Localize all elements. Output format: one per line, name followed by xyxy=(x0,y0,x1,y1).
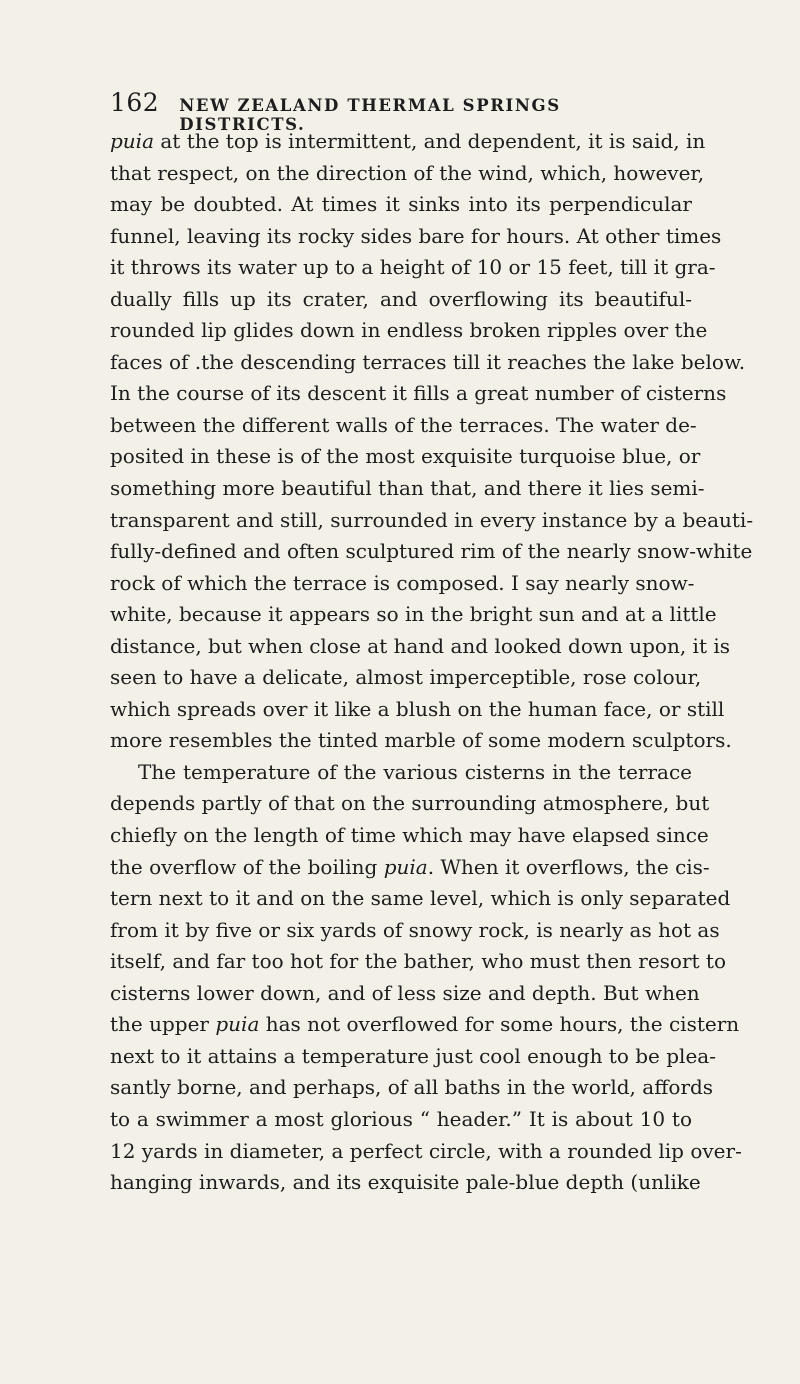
line-text: posited in these is of the most exquisite turquoise blue, or xyxy=(110,444,701,469)
text-line xyxy=(110,568,695,600)
line-text: more resembles the tinted marble of some modern sculptors. xyxy=(110,728,732,753)
line-text: between the different walls of the terraces. The water de- xyxy=(110,412,697,437)
text-line xyxy=(110,347,746,379)
text-line xyxy=(110,1009,740,1041)
text-line xyxy=(110,126,706,158)
text-line xyxy=(110,852,710,884)
text-line xyxy=(110,978,700,1010)
italic-word: puia xyxy=(383,854,428,879)
text-line xyxy=(110,158,705,190)
line-text: hanging inwards, and its exquisite pale-blue depth (unlike xyxy=(110,1170,701,1195)
line-text: rock of which the terrace is composed. I say nearly snow- xyxy=(110,570,695,595)
text-line xyxy=(110,252,716,284)
line-text: next to it attains a temperature just cool enough to be plea- xyxy=(110,1043,716,1068)
line-text: The temperature of the various cisterns in the terrace xyxy=(138,759,692,784)
line-text: funnel, leaving its rocky sides bare for hours. At other times xyxy=(110,223,722,248)
text-line xyxy=(110,473,705,505)
text-line xyxy=(110,189,692,221)
text-line xyxy=(110,1041,716,1073)
text-line xyxy=(110,441,701,473)
line-text: tern next to it and on the same level, which is only separated xyxy=(110,886,731,911)
text-line xyxy=(110,315,708,347)
line-text: faces of .the descending terraces till it reaches the lake below. xyxy=(110,349,746,374)
line-text: transparent and still, surrounded in every instance by a beauti- xyxy=(110,507,754,532)
text-line xyxy=(110,757,692,789)
line-text: In the course of its descent it fills a great number of cisterns xyxy=(110,381,727,406)
line-text: to a swimmer a most glorious “ header.” It is about 10 to xyxy=(110,1106,692,1131)
line-text: chiefly on the length of time which may have elapsed since xyxy=(110,823,709,848)
text-line xyxy=(110,536,753,568)
line-text: rounded lip glides down in endless broken ripples over the xyxy=(110,318,708,343)
line-text: at the top is intermittent, and dependent, it is said, in xyxy=(154,129,706,153)
line-text: itself, and far too hot for the bather, who must then resort to xyxy=(110,949,726,974)
line-text: . When it overflows, the cis- xyxy=(427,854,710,879)
text-line xyxy=(110,662,702,694)
line-text: the upper xyxy=(110,1012,216,1037)
line-text: the overflow of the boiling xyxy=(110,854,384,879)
text-line xyxy=(110,410,697,442)
text-line xyxy=(110,505,754,537)
line-text: it throws its water up to a height of 10 or 15 feet, till it gra- xyxy=(110,255,716,280)
running-title: NEW ZEALAND THERMAL SPRINGS DISTRICTS. xyxy=(179,96,561,134)
line-text: from it by five or six yards of snowy rock, is nearly as hot as xyxy=(110,917,720,942)
italic-word: puia xyxy=(215,1012,260,1037)
line-text: white, because it appears so in the bright sun and at a little xyxy=(110,602,717,627)
text-line xyxy=(110,221,722,253)
text-line xyxy=(110,284,692,316)
text-line xyxy=(110,946,726,978)
line-text: cisterns lower down, and of less size and depth. But when xyxy=(110,980,700,1005)
line-text: distance, but when close at hand and looked down upon, it is xyxy=(110,633,730,658)
italic-word: puia xyxy=(110,129,155,153)
line-text: which spreads over it like a blush on the human face, or still xyxy=(110,696,725,721)
line-text: has not overflowed for some hours, the cistern xyxy=(259,1012,740,1037)
line-text: depends partly of that on the surrounding atmosphere, but xyxy=(110,791,710,816)
text-line xyxy=(110,694,725,726)
text-line xyxy=(110,1104,692,1136)
text-line xyxy=(110,599,717,631)
body-text xyxy=(110,126,754,1199)
text-line xyxy=(110,883,731,915)
line-text: something more beautiful than that, and there it lies semi- xyxy=(110,476,705,501)
text-line xyxy=(110,1072,714,1104)
text-line xyxy=(110,915,720,947)
line-text: dually fills up its crater, and overflowing its beautiful- xyxy=(110,286,692,311)
page-number: 162 xyxy=(110,88,160,117)
text-line xyxy=(110,1167,701,1199)
text-line xyxy=(110,378,727,410)
text-line xyxy=(110,1136,742,1168)
line-text: santly borne, and perhaps, of all baths in the world, affords xyxy=(110,1075,714,1100)
text-line xyxy=(110,725,732,757)
text-line xyxy=(110,820,709,852)
text-line xyxy=(110,631,730,663)
line-text: seen to have a delicate, almost imperceptible, rose colour, xyxy=(110,665,702,690)
line-text: fully-defined and often sculptured rim of the nearly snow-white xyxy=(110,539,753,564)
line-text: 12 yards in diameter, a perfect circle, with a rounded lip over- xyxy=(110,1138,742,1163)
line-text: that respect, on the direction of the wind, which, however, xyxy=(110,160,705,185)
line-text: may be doubted. At times it sinks into its perpendicular xyxy=(110,192,692,217)
text-line xyxy=(110,788,710,820)
